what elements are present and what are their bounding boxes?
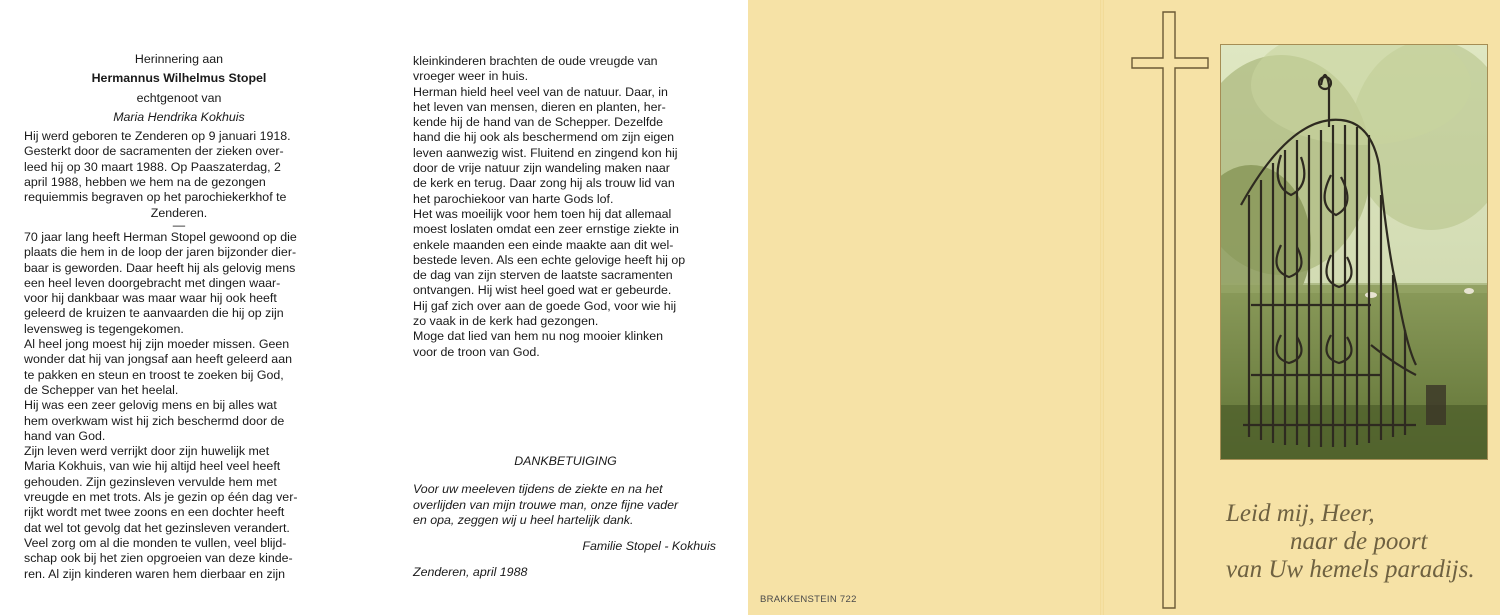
body-line: het parochiekoor van harte Gods lof. [413,191,614,206]
body-line: de dag van zijn sterven de laatste sacramenten [413,268,673,283]
body-line: de Schepper van het heelal. [24,382,179,397]
body-line: rijkt wordt met twee zoons en een dochter heeft [24,505,285,520]
body-line: ontvangen. Hij wist heel goed wat er gebeurde. [413,283,672,298]
body-line: bestede leven. Als een echte gelovige heeft hij op [413,252,686,267]
place-date: Zenderen, april 1988 [413,565,528,580]
body-line: Al heel jong moest hij zijn moeder missen. Geen [24,337,290,352]
intro-text: Herinnering aan [134,52,224,66]
body-line: levensweg is tegengekomen. [24,321,184,336]
publisher-code: BRAKKENSTEIN 722 [760,594,857,605]
birth-line: Gesterkt door de sacramenten der zieken over- [24,144,284,159]
body-line: zo vaak in de kerk had gezongen. [413,314,599,329]
family-signature: Familie Stopel - Kokhuis [582,539,716,554]
body-line: Hij was een zeer gelovig mens en bij alles wat [24,398,277,413]
body-line: Het was moeilijk voor hem toen hij dat allemaal [413,206,672,221]
body-line: hand die hij ook als beschermend om zijn eigen [413,130,675,145]
thanks-line: en opa, zeggen wij u heel hartelijk dank. [413,512,634,527]
body-line: Veel zorg om al die monden te vullen, veel blijd- [24,535,287,550]
thanks-heading: DANKBETUIGING [514,454,617,468]
body-line: Zijn leven werd verrijkt door zijn huwelijk met [24,444,270,459]
body-line: het leven van mensen, dieren en planten, her- [413,99,666,114]
body-line: kende hij de hand van de Schepper. Dezelfde [413,115,664,130]
body-line: te pakken en steun en troost te zoeken bij God, [24,367,284,382]
body-line: Moge dat lied van hem nu nog mooier klinken [413,329,664,344]
body-line: 70 jaar lang heeft Herman Stopel gewoond op die [24,229,297,244]
verse [1222,500,1492,584]
body-line: Hij gaf zich over aan de goede God, voor wie hij [413,298,677,313]
fold-line [1100,0,1104,615]
verse-line: Leid mij, Heer, [1226,500,1375,527]
card-inside [0,0,748,615]
cross-icon [1130,10,1210,610]
body-line: Maria Kokhuis, van wie hij altijd heel veel heeft [24,459,281,474]
birth-line: april 1988, hebben we hem na de gezongen [24,175,266,190]
body-line: voor de troon van God. [413,344,540,359]
body-line: moest loslaten omdat een zeer ernstige ziekte in [413,222,679,237]
thanks-section [413,454,718,581]
deceased-name: Hermannus Wilhelmus Stopel [91,71,267,86]
body-line: gehouden. Zijn gezinsleven vervulde hem met [24,474,277,489]
body-line: Herman hield heel veel van de natuur. Daar, in [413,84,668,99]
relation-text: echtgenoot van [136,90,222,105]
body-line: dat wel tot gevolg dat het gezinsleven verandert. [24,520,290,535]
body-line: ren. Al zijn kinderen waren hem dierbaar en zijn [24,566,286,581]
body-line: vroeger weer in huis. [413,69,529,84]
birth-line: requiemmis begraven op het parochiekerkhof te [24,190,287,205]
body-line: voor hij dankbaar was maar waar hij ook heeft [24,291,277,306]
body-line: plaats die hem in de loop der jaren bijzonder dier- [24,245,297,260]
birth-line: Hij werd geboren te Zenderen op 9 januari 1918. [24,129,291,144]
divider: — [172,217,186,232]
body-line: hand van God. [24,428,106,443]
gate-photo [1220,44,1488,460]
body-line: vreugde en met trots. Als je gezin op één dag ver- [24,490,298,505]
spouse-name: Maria Hendrika Kokhuis [113,109,245,124]
thanks-line: overlijden van mijn trouwe man, onze fijne vader [413,497,679,512]
body-line: de kerk en terug. Daar zong hij als trouw lid van [413,176,675,191]
birth-last-line: Zenderen. [150,205,208,220]
body-line: enkele maanden een einde maakte aan dit wel- [413,237,674,252]
body-line: wonder dat hij van jongsaf aan heeft geleerd aan [24,352,292,367]
thanks-line: Voor uw meeleven tijdens de ziekte en na het [413,482,663,497]
body-line: geleerd de kruizen te aanvaarden die hij op zijn [24,306,284,321]
birth-line: leed hij op 30 maart 1988. Op Paaszaterdag, 2 [24,159,281,174]
body-line: schap ook bij het zien opgroeien van deze kinde- [24,551,293,566]
body-line: hem overkwam wist hij zich beschermd door de [24,413,285,428]
body-line: baar is geworden. Daar heeft hij als gelovig mens [24,260,296,275]
left-column [24,52,334,582]
body-line: leven aanwezig wist. Fluitend en zingend kon hij [413,145,678,160]
body-line: een heel leven doorgebracht met dingen waar- [24,275,281,290]
verse-line: van Uw hemels paradijs. [1226,556,1475,583]
body-line: kleinkinderen brachten de oude vreugde van [413,54,658,68]
right-column [413,54,718,360]
verse-line: naar de poort [1290,528,1428,555]
body-line: door de vrije natuur zijn wandeling maken naar [413,161,670,176]
